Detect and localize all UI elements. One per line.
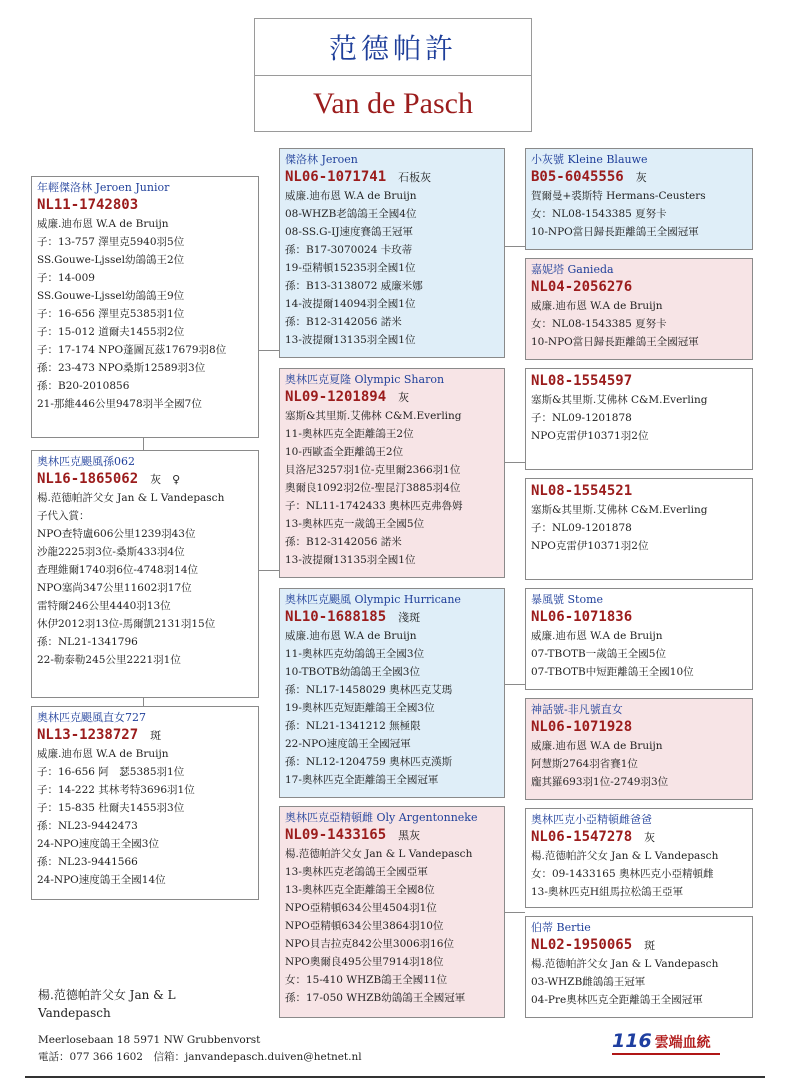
connector: [505, 246, 525, 247]
connector: [143, 438, 144, 450]
pigeon-card-ggsire-2: [525, 368, 753, 470]
ring-number: B05-6045556 灰: [531, 169, 647, 185]
note-line: 19-亞精頓15235羽全國1位: [285, 262, 416, 274]
note-line: 10-NPO當日歸長距離鴿王全國冠軍: [531, 226, 699, 238]
note-line: 14-波提爾14094羽全國1位: [285, 298, 416, 310]
pigeon-notes: [285, 407, 499, 569]
pigeon-notes: [285, 845, 499, 1007]
note-line: 22-NPO速度鴿王全國冠軍: [285, 738, 411, 750]
owner-name: 楊.范德帕許父女 Jan & L Vandepasch: [38, 988, 176, 1020]
note-line: 子：14-009: [37, 272, 95, 284]
note-line: 威廉.迪布恩 W.A de Bruijn: [531, 740, 663, 752]
pigeon-card-grandsire-1: [279, 148, 505, 358]
logo-text: 雲端血統: [654, 1035, 711, 1051]
note-line: 孫：NL23-9441566: [37, 856, 138, 868]
ring-number: NL13-1238727 斑: [37, 727, 162, 743]
pigeon-notes: [531, 847, 747, 901]
note-line: 19-奧林匹克短距離鴿王全國3位: [285, 702, 435, 714]
pigeon-name: 奧林匹克夏隆 Olympic Sharon: [285, 373, 445, 386]
note-line: 子：16-656 澤里克5385羽1位: [37, 308, 185, 320]
note-line: 塞斯&其里斯.艾佛林 C&M.Everling: [285, 410, 462, 422]
note-line: 孫：17-050 WHZB幼鴿鴿王全國冠軍: [285, 992, 466, 1004]
connector: [505, 912, 525, 913]
note-line: 威廉.迪布恩 W.A de Bruijn: [531, 630, 663, 642]
title-chinese: 范德帕許: [255, 19, 531, 76]
note-line: 孫：B17-3070024 卡玫蒂: [285, 244, 413, 256]
pigeon-name: 奧林匹克颶風直女727: [37, 711, 146, 724]
pigeon-notes: [37, 745, 253, 889]
note-line: 11-奧林匹克幼鴿鴿王全國3位: [285, 648, 425, 660]
pigeon-notes: [531, 955, 747, 1009]
note-line: 楊.范德帕許父女 Jan & L Vandepasch: [531, 958, 719, 970]
note-line: NPO克雷伊10371羽2位: [531, 430, 649, 442]
pigeon-card-dam: [31, 450, 259, 698]
note-line: 13-奧林匹克H組馬拉松鴿王亞軍: [531, 886, 684, 898]
pigeon-name: 年輕傑洛林 Jeroen Junior: [37, 181, 170, 194]
note-line: NPO塞尚347公里11602羽17位: [37, 582, 192, 594]
note-line: 孫：23-473 NPO桑斯12589羽3位: [37, 362, 206, 374]
note-line: 威廉.迪布恩 W.A de Bruijn: [37, 748, 169, 760]
ring-number: NL04-2056276: [531, 279, 633, 295]
title-latin: Van de Pasch: [313, 86, 473, 120]
pigeon-card-ggdam-3: [525, 698, 753, 800]
note-line: 孫：B20-2010856: [37, 380, 130, 392]
note-line: 孫：NL17-1458029 奧林匹克艾瑪: [285, 684, 453, 696]
note-line: 子：15-012 道爾夫1455羽2位: [37, 326, 185, 338]
note-line: NPO貝吉拉克842公里3006羽16位: [285, 938, 454, 950]
note-line: 威廉.迪布恩 W.A de Bruijn: [37, 218, 169, 230]
pigeon-name: 嘉妮塔 Ganieda: [531, 263, 614, 276]
pigeon-card-grandsire-2: [279, 588, 505, 798]
pigeon-notes: [285, 627, 499, 789]
ring-number: NL02-1950065 斑: [531, 937, 656, 953]
note-line: NPO查特盧606公里1239羽43位: [37, 528, 196, 540]
note-line: 13-奧林匹克一歲鴿王全國5位: [285, 518, 425, 530]
pigeon-name: 小灰號 Kleine Blauwe: [531, 153, 648, 166]
pigeon-notes: [531, 391, 747, 445]
pigeon-name: 奧林匹克颶風 Olympic Hurricane: [285, 593, 461, 606]
note-line: 子：17-174 NPO蓬圖瓦茲17679羽8位: [37, 344, 227, 356]
note-line: 休伊2012羽13位-馬爾凱2131羽15位: [37, 618, 216, 630]
note-line: 10-NPO當日歸長距離鴿王全國冠軍: [531, 336, 699, 348]
pigeon-card-ggsire-3: [525, 588, 753, 690]
note-line: 孫：B12-3142056 諾米: [285, 536, 402, 548]
pigeon-notes: [531, 187, 747, 241]
note-line: 孫：NL23-9442473: [37, 820, 138, 832]
note-line: 13-奧林匹克全距離鴿王全國8位: [285, 884, 435, 896]
ring-number: NL06-1547278 灰: [531, 829, 656, 845]
note-line: SS.Gouwe-Ljssel幼鴿鴿王9位: [37, 290, 185, 302]
note-line: 子：16-656 阿 瑟5385羽1位: [37, 766, 185, 778]
note-line: 08-WHZB老鴿鴿王全國4位: [285, 208, 417, 220]
note-line: NPO奧爾良495公里7914羽18位: [285, 956, 444, 968]
note-line: 孫：NL21-1341796: [37, 636, 138, 648]
note-line: 08-SS.G-IJ速度賽鴿王冠軍: [285, 226, 414, 238]
note-line: 塞斯&其里斯.艾佛林 C&M.Everling: [531, 504, 708, 516]
pigeon-notes: [37, 215, 253, 413]
note-line: 07-TBOTB一歲鴿王全國5位: [531, 648, 666, 660]
note-line: 女：NL08-1543385 夏努卡: [531, 208, 667, 220]
pigeon-card-sire: [31, 176, 259, 438]
ring-number: NL10-1688185 淺斑: [285, 609, 421, 625]
ring-number: NL16-1865062 灰 ♀: [37, 471, 181, 487]
pigeon-name: 暴風號 Stome: [531, 593, 604, 606]
pigeon-card-granddam-1: [279, 368, 505, 578]
pigeon-notes: [531, 501, 747, 555]
note-line: SS.Gouwe-Ljssel幼鴿鴿王2位: [37, 254, 185, 266]
note-line: 07-TBOTB中短距離鴿王全國10位: [531, 666, 694, 678]
note-line: 威廉.迪布恩 W.A de Bruijn: [285, 630, 417, 642]
note-line: 13-波提爾13135羽全國1位: [285, 334, 416, 346]
note-line: 沙龍2225羽3位-桑斯433羽4位: [37, 546, 185, 558]
ring-number: NL11-1742803: [37, 197, 139, 213]
note-line: 女：09-1433165 奧林匹克小亞精頓雌: [531, 868, 714, 880]
ring-number: NL06-1071928: [531, 719, 633, 735]
note-line: 子：NL09-1201878: [531, 522, 632, 534]
note-line: 子：14-222 其林考特3696羽1位: [37, 784, 195, 796]
pigeon-name: 伯蒂 Bertie: [531, 921, 591, 934]
note-line: 阿慧斯2764羽省賽1位: [531, 758, 638, 770]
note-line: 楊.范德帕許父女 Jan & L Vandepasch: [285, 848, 473, 860]
note-line: 塞斯&其里斯.艾佛林 C&M.Everling: [531, 394, 708, 406]
contact-info: [38, 1032, 362, 1066]
connector: [505, 684, 525, 685]
pigeon-notes: [531, 297, 747, 351]
note-line: NPO克雷伊10371羽2位: [531, 540, 649, 552]
ring-number: NL06-1071741 石板灰: [285, 169, 432, 185]
note-line: 雷特爾246公里4440羽13位: [37, 600, 171, 612]
title-box: [254, 18, 532, 132]
pigeon-name: 奧林匹克小亞精頓雌爸爸: [531, 813, 652, 826]
phone-email: 電話：077 366 1602 信箱：janvandepasch.duiven@hetnet.nl: [38, 1051, 362, 1063]
connector: [505, 462, 525, 463]
pigeon-name: 奧林匹克亞精頓雌 Oly Argentonneke: [285, 811, 478, 824]
pigeon-card-ggdam-1: [525, 258, 753, 360]
address: Meerlosebaan 18 5971 NW Grubbenvorst: [38, 1034, 261, 1046]
note-line: 子：13-757 澤里克5940羽5位: [37, 236, 185, 248]
note-line: 13-奧林匹克老鴿鴿王全國亞軍: [285, 866, 428, 878]
note-line: 24-NPO速度鴿王全國3位: [37, 838, 159, 850]
pigeon-name: 傑洛林 Jeroen: [285, 153, 358, 166]
note-line: 子：NL11-1742433 奧林匹克弗魯姆: [285, 500, 463, 512]
ring-number: NL09-1201894 灰: [285, 389, 410, 405]
note-line: 22-勒泰勒245公里2221羽1位: [37, 654, 181, 666]
note-line: 24-NPO速度鴿王全國14位: [37, 874, 166, 886]
logo-number: 116: [612, 1030, 652, 1052]
pigeon-card-ggsire-1: [525, 148, 753, 250]
note-line: 孫：NL12-1204759 奧林匹克漢斯: [285, 756, 453, 768]
note-line: 04-Pre奧林匹克全距離鴿王全國冠軍: [531, 994, 703, 1006]
note-line: 17-奧林匹克全距離鴿王全國冠軍: [285, 774, 439, 786]
note-line: 21-那維446公里9478羽半全國7位: [37, 398, 202, 410]
note-line: 奧爾良1092羽2位-聖昆汀3885羽4位: [285, 482, 461, 494]
note-line: 10-西歐盃全距離鴿王2位: [285, 446, 404, 458]
note-line: 子：NL09-1201878: [531, 412, 632, 424]
pigeon-notes: [531, 627, 747, 681]
note-line: 威廉.迪布恩 W.A de Bruijn: [285, 190, 417, 202]
footer-divider: [25, 1076, 765, 1078]
note-line: 10-TBOTB幼鴿鴿王全國3位: [285, 666, 420, 678]
note-line: 女：NL08-1543385 夏努卡: [531, 318, 667, 330]
ring-number: NL08-1554597: [531, 373, 633, 389]
pigeon-card-granddam-2: [279, 806, 505, 1018]
ring-number: NL08-1554521: [531, 483, 633, 499]
pigeon-notes: [531, 737, 747, 791]
pigeon-card-dam-sister: [31, 706, 259, 900]
ring-number: NL06-1071836: [531, 609, 633, 625]
note-line: 子：15-835 杜爾夫1455羽3位: [37, 802, 185, 814]
note-line: 孫：NL21-1341212 無極限: [285, 720, 421, 732]
ring-number: NL09-1433165 黑灰: [285, 827, 421, 843]
note-line: 子代入賞：: [37, 510, 90, 522]
note-line: 賀爾曼+裘斯特 Hermans-Ceusters: [531, 190, 706, 202]
pigeon-notes: [285, 187, 499, 349]
pigeon-name: 奧林匹克颶風孫062: [37, 455, 135, 468]
connector: [259, 350, 279, 351]
note-line: 13-波提爾13135羽全國1位: [285, 554, 416, 566]
connector: [259, 570, 279, 571]
note-line: 女：15-410 WHZB鴿王全國11位: [285, 974, 448, 986]
note-line: NPO亞精頓634公里4504羽1位: [285, 902, 437, 914]
pigeon-name: 神話號-非凡號直女: [531, 703, 623, 716]
note-line: NPO亞精頓634公里3864羽10位: [285, 920, 444, 932]
logo-underline: [612, 1053, 720, 1055]
note-line: 03-WHZB雌鴿鴿王冠軍: [531, 976, 646, 988]
note-line: 孫：B13-3138072 威廉米娜: [285, 280, 423, 292]
pigeon-card-ggdam-2: [525, 478, 753, 580]
note-line: 貝洛尼3257羽1位-克里爾2366羽1位: [285, 464, 461, 476]
note-line: 楊.范德帕許父女 Jan & L Vandepasch: [37, 492, 225, 504]
note-line: 龐其羅693羽1位-2749羽3位: [531, 776, 669, 788]
connector: [143, 698, 144, 706]
pigeon-notes: [37, 489, 253, 669]
note-line: 楊.范德帕許父女 Jan & L Vandepasch: [531, 850, 719, 862]
note-line: 11-奧林匹克全距離鴿王2位: [285, 428, 414, 440]
pigeon-card-ggdam-4: [525, 916, 753, 1018]
note-line: 查理維爾1740羽6位-4748羽14位: [37, 564, 199, 576]
pigeon-card-ggsire-4: [525, 808, 753, 908]
note-line: 孫：B12-3142056 諾米: [285, 316, 402, 328]
note-line: 威廉.迪布恩 W.A de Bruijn: [531, 300, 663, 312]
